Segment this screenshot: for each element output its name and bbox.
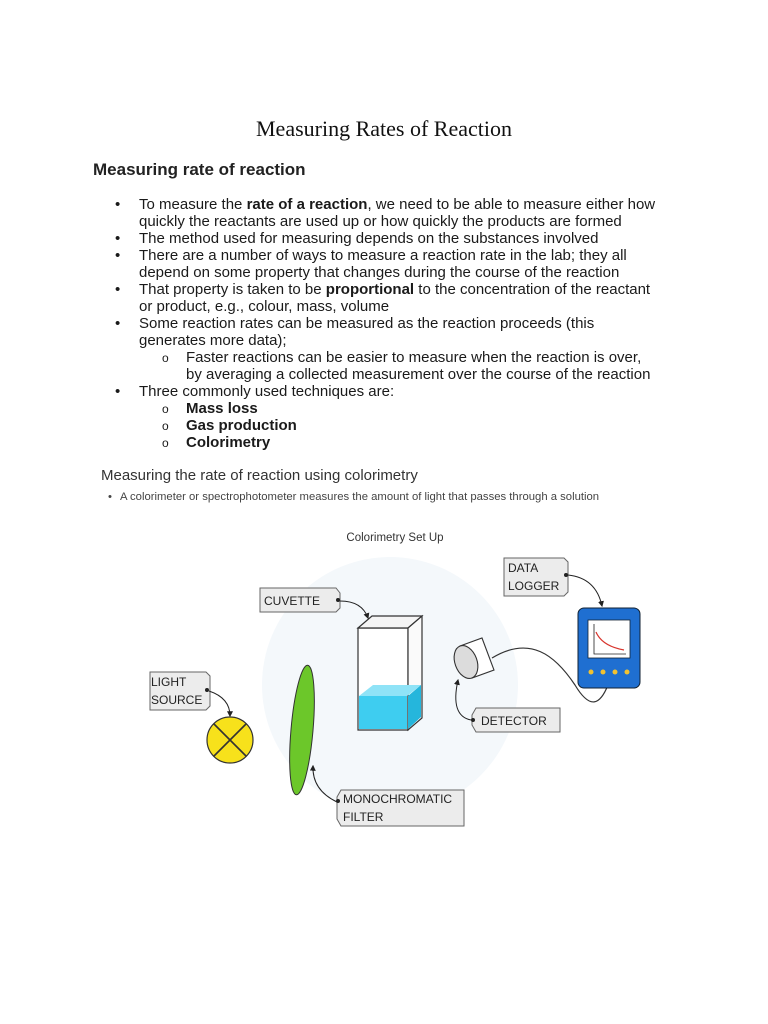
- data-logger-icon: [578, 608, 640, 688]
- data-logger-label: [504, 558, 568, 596]
- sub-bullet-glyph: o: [162, 402, 169, 416]
- figure-heading: Measuring the rate of reaction using colorimetry: [101, 467, 418, 484]
- list-item: [115, 281, 695, 298]
- list-item-continuation: [115, 298, 695, 315]
- text: There are a number of ways to measure a reaction rate in the lab; they all: [139, 247, 627, 264]
- diagram-title: Colorimetry Set Up: [346, 532, 444, 544]
- technique-label: Gas production: [186, 417, 297, 434]
- list-item: [115, 196, 695, 213]
- technique-label: Mass loss: [186, 400, 258, 417]
- sub-bullet-glyph: o: [162, 351, 169, 365]
- detector-label: [471, 708, 560, 732]
- light-source-label: [150, 672, 210, 710]
- list-item: [115, 247, 695, 264]
- bold-term: rate of a reaction: [246, 196, 368, 213]
- cuvette-icon: [358, 616, 422, 730]
- bullet-glyph: •: [115, 230, 121, 247]
- text: To measure the: [139, 196, 247, 213]
- list-item-continuation: [115, 332, 695, 349]
- text: or product, e.g., colour, mass, volume: [139, 298, 390, 315]
- label-text: FILTER: [343, 810, 384, 824]
- data-logger-arrow: [568, 575, 602, 606]
- technique-label: Colorimetry: [186, 434, 271, 451]
- text: Three commonly used techniques are:: [139, 383, 395, 400]
- section-heading: Measuring rate of reaction: [93, 160, 306, 179]
- bullet-glyph: •: [115, 281, 121, 298]
- bullet-glyph: •: [115, 383, 121, 400]
- list-item-continuation: [115, 264, 695, 281]
- list-item: [115, 230, 695, 247]
- sub-list-item: [115, 349, 695, 366]
- bullet-glyph: •: [115, 196, 121, 213]
- technique-item: [115, 400, 695, 417]
- text: Faster reactions can be easier to measure when the reaction is over,: [186, 349, 642, 366]
- label-text: DATA: [508, 561, 539, 575]
- text: A colorimeter or spectrophotometer measures the amount of light that passes through a solution: [119, 491, 600, 503]
- monochromatic-filter-label: [336, 790, 464, 826]
- text: by averaging a collected measurement over the course of the reaction: [186, 366, 651, 383]
- bullet-list: [115, 196, 695, 451]
- label-text: LIGHT: [151, 675, 187, 689]
- label-text: SOURCE: [151, 693, 203, 707]
- cuvette-label: [260, 588, 340, 612]
- text: depend on some property that changes during the course of the reaction: [139, 264, 620, 281]
- bullet-glyph: •: [115, 315, 121, 332]
- list-item: [115, 315, 695, 332]
- bullet-glyph: •: [108, 491, 112, 503]
- list-item-continuation: [115, 213, 695, 230]
- text: to the concentration of the reactant: [414, 281, 651, 298]
- technique-item: [115, 417, 695, 434]
- text: generates more data);: [139, 332, 287, 349]
- sub-bullet-glyph: o: [162, 436, 169, 450]
- bold-term: proportional: [325, 281, 415, 298]
- light-source-arrow: [209, 691, 230, 716]
- sub-bullet-glyph: o: [162, 419, 169, 433]
- light-source-icon: [207, 717, 253, 763]
- label-text: CUVETTE: [264, 594, 321, 608]
- diagram-svg: [130, 520, 650, 840]
- label-text: MONOCHROMATIC: [343, 792, 453, 806]
- text: quickly the reactants are used up or how quickly the products are formed: [139, 213, 622, 230]
- list-item: [115, 383, 695, 400]
- text: Some reaction rates can be measured as the reaction proceeds (this: [139, 315, 595, 332]
- figure-bullet: [108, 491, 599, 503]
- bullet-glyph: •: [115, 247, 121, 264]
- technique-item: [115, 434, 695, 451]
- text: The method used for measuring depends on the substances involved: [139, 230, 599, 247]
- sub-list-item-continuation: [115, 366, 695, 383]
- colorimetry-diagram: [130, 520, 650, 845]
- document-title: Measuring Rates of Reaction: [256, 116, 512, 141]
- text: , we need to be able to measure either how: [367, 196, 656, 213]
- label-text: LOGGER: [508, 579, 560, 593]
- text: That property is taken to be: [139, 281, 326, 298]
- label-text: DETECTOR: [481, 714, 547, 728]
